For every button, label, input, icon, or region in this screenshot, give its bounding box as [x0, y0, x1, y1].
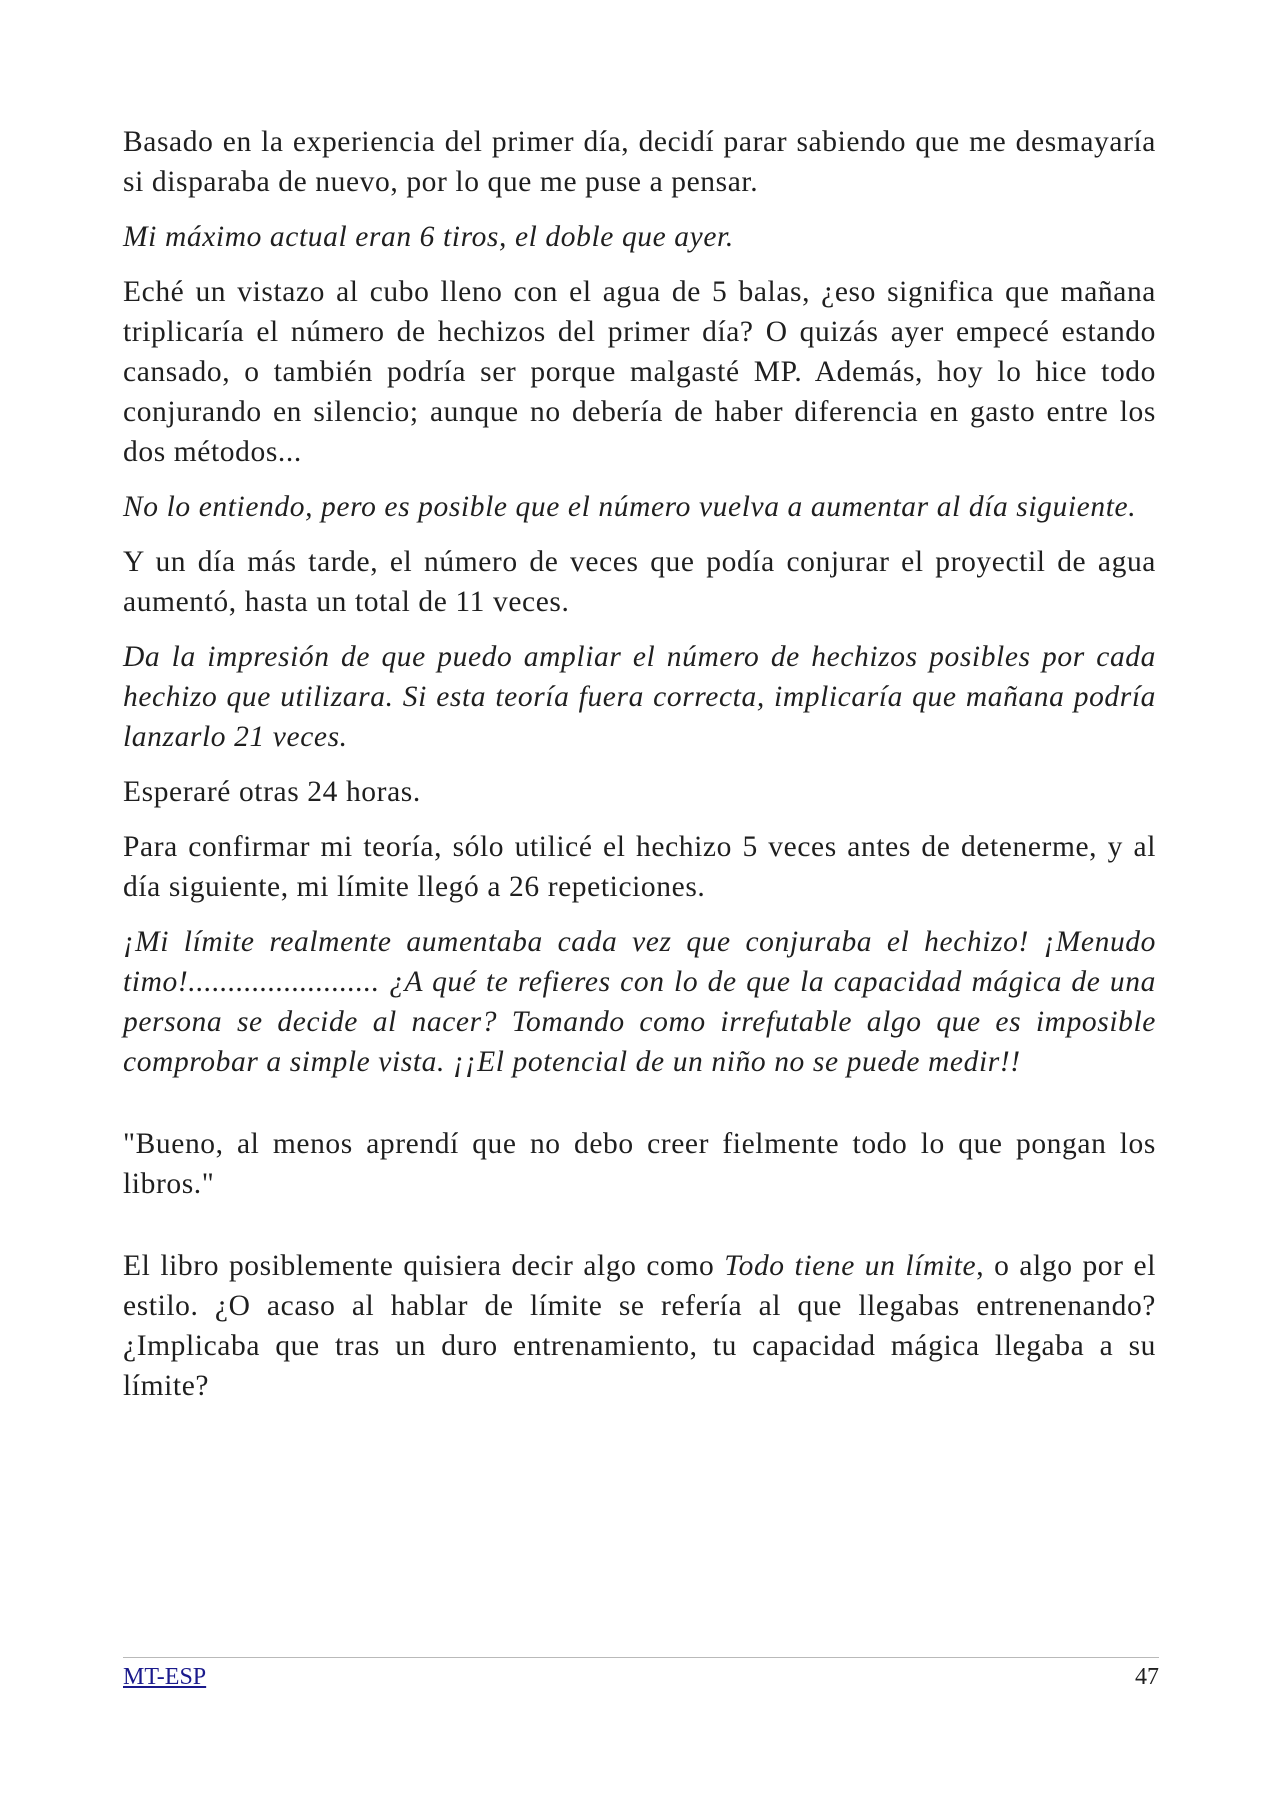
page-footer [123, 1657, 1159, 1690]
paragraph-4-thought: No lo entiendo, pero es posible que el número vuelva a aumentar al día siguiente. [123, 491, 1137, 523]
paragraph-8: Para confirmar mi teoría, sólo utilicé el hechizo 5 veces antes de detenerme, y al día siguiente, mi límite llegó a 26 repeticiones. [123, 831, 1156, 903]
paragraph-11-start: El libro posiblemente quisiera decir algo como [123, 1250, 725, 1282]
paragraph-10-dialogue: "Bueno, al menos aprendí que no debo creer fielmente todo lo que pongan los libros." [123, 1128, 1156, 1200]
page-number: 47 [1135, 1664, 1159, 1690]
paragraph-11 [123, 1246, 1156, 1406]
paragraph-5: Y un día más tarde, el número de veces que podía conjurar el proyectil de agua aumentó, hasta un total de 11 veces. [123, 546, 1156, 618]
paragraph-2-thought: Mi máximo actual eran 6 tiros, el doble que ayer. [123, 221, 734, 253]
paragraph-11-emphasis: Todo tiene un límite [724, 1250, 977, 1282]
paragraph-1: Basado en la experiencia del primer día, decidí parar sabiendo que me desmayaría si disparaba de nuevo, por lo que me puse a pensar. [123, 126, 1156, 198]
paragraph-9-thought: ¡Mi límite realmente aumentaba cada vez que conjuraba el hechizo! ¡Menudo timo!........................ ¿A qué te refieres con lo de que la capacidad mágica de una persona se decide al nacer? Tomando como irrefutable algo que es imposible comprobar a simple vista. ¡¡El potencial de un niño no se puede medir!! [123, 926, 1156, 1078]
paragraph-7: Esperaré otras 24 horas. [123, 776, 421, 808]
paragraph-11-end: , o algo por el estilo. ¿O acaso al hablar de límite se refería al que llegabas entrenenando? ¿Implicaba que tras un duro entrenamiento, tu capacidad mágica llegaba a su límite? [123, 1250, 1156, 1402]
page-body [123, 122, 1156, 1421]
paragraph-3: Eché un vistazo al cubo lleno con el agua de 5 balas, ¿eso significa que mañana triplicaría el número de hechizos del primer día? O quizás ayer empecé estando cansado, o también podría ser porque malgasté MP. Además, hoy lo hice todo conjurando en silencio; aunque no debería de haber diferencia en gasto entre los dos métodos... [123, 276, 1156, 468]
paragraph-6-thought: Da la impresión de que puedo ampliar el número de hechizos posibles por cada hechizo que utilizara. Si esta teoría fuera correcta, implicaría que mañana podría lanzarlo 21 veces. [123, 641, 1156, 753]
footer-link[interactable]: MT-ESP [123, 1664, 207, 1690]
